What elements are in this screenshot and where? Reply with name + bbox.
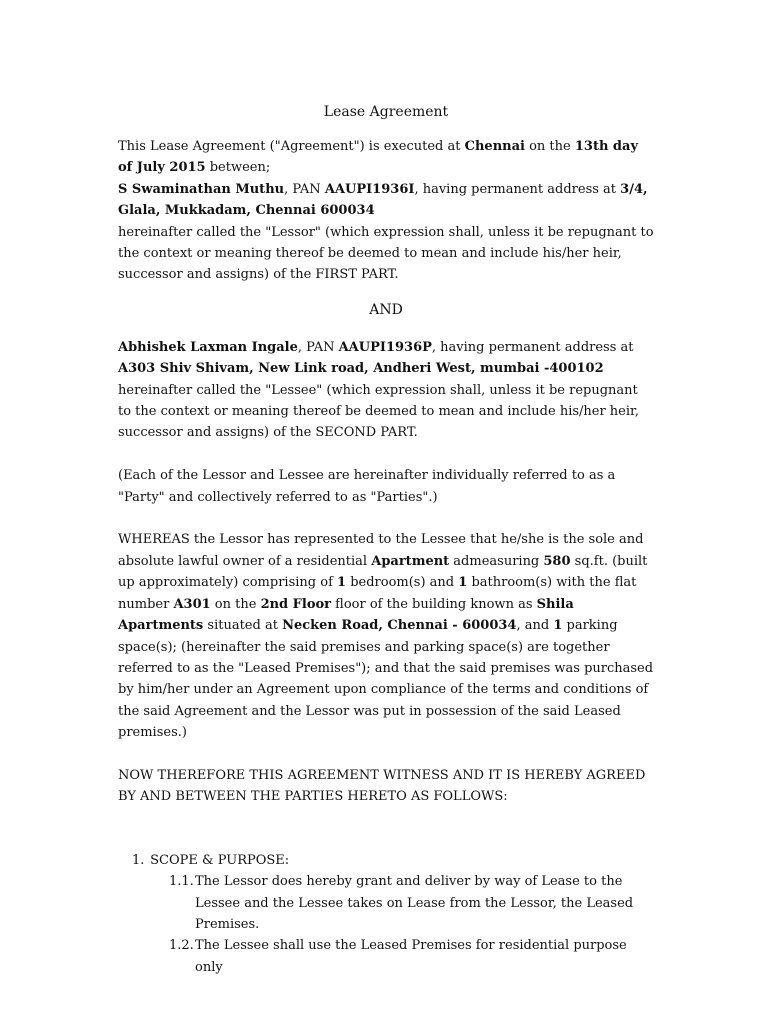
whereas-text: admeasuring	[449, 553, 544, 569]
whereas-paragraph	[118, 529, 654, 743]
whereas-text: situated at	[203, 618, 283, 634]
lessee-text: , PAN	[297, 339, 339, 355]
intro-text: This Lease Agreement ("Agreement") is executed at	[118, 139, 465, 154]
floor-number: 2nd Floor	[260, 596, 332, 612]
bedroom-count: 1	[337, 575, 347, 591]
item-number: 1.1.	[169, 874, 194, 890]
parking-count: 1	[553, 618, 563, 634]
whereas-text: , and	[516, 618, 554, 634]
lessor-name: S Swaminathan Muthu	[118, 181, 285, 197]
lessor-text: , having permanent address at	[414, 181, 621, 197]
property-type: Apartment	[371, 553, 450, 569]
whereas-text: sq.ft. (built up approximately) comprising of	[118, 553, 648, 591]
intro-text: on the	[524, 139, 575, 154]
property-area: 580	[543, 553, 571, 569]
intro-text: between;	[205, 160, 271, 176]
execution-date: 13th day of July 2015	[118, 139, 638, 176]
parties-note: (Each of the Lessor and Lessee are hereinafter individually referred to as a "Party" and collectively referred to as "Parties".)	[118, 468, 616, 505]
document-body	[118, 100, 654, 978]
item-text: The Lessee shall use the Leased Premises for residential purpose only	[195, 938, 627, 975]
whereas-text: bathroom(s) with the flat number	[118, 575, 637, 612]
lessee-name: Abhishek Laxman Ingale	[118, 339, 298, 355]
whereas-text: floor of the building known as	[331, 596, 537, 612]
whereas-text: WHEREAS the Lessor has represented to the Lessee that he/she is the sole and absolute lawful owner of a residential	[118, 532, 644, 569]
list-item	[118, 935, 654, 978]
section-title: SCOPE & PURPOSE:	[150, 852, 290, 868]
and-separator: AND	[369, 301, 403, 318]
section-heading	[118, 850, 654, 871]
list-item	[118, 871, 654, 935]
lessor-paragraph	[118, 179, 654, 222]
execution-city: Chennai	[464, 139, 525, 154]
whereas-text: on the	[210, 596, 261, 612]
lessor-address: 3/4, Glala, Mukkadam, Chennai 600034	[118, 181, 648, 219]
lessor-clause: hereinafter called the "Lessor" (which expression shall, unless it be repugnant to the context or meaning thereof be deemed to mean and include his/her heir, successor and assigns) of the FIRST PART.	[118, 224, 654, 283]
lessee-address: A303 Shiv Shivam, New Link road, Andheri West, mumbai -400102	[118, 361, 604, 377]
intro-paragraph	[118, 136, 654, 179]
property-location: Necken Road, Chennai - 600034	[282, 618, 517, 634]
lessee-clause: hereinafter called the "Lessee" (which expression shall, unless it be repugnant to the context or meaning thereof be deemed to mean and include his/her heir, successor and assigns) of the SECOND PART.	[118, 382, 639, 441]
lessor-text: , PAN	[284, 181, 325, 197]
bathroom-count: 1	[458, 575, 468, 591]
section-number: 1.	[132, 852, 145, 868]
whereas-text: parking space(s); (hereinafter the said premises and parking space(s) are together referred to as the "Leased Premises"); and that the said premises was purchased by him/her under an Agreement upon compliance of the terms and conditions of the said Agreement and the Lessor was put in possession of the said Leased premises.)	[118, 618, 654, 741]
section-list	[118, 850, 654, 978]
lessee-paragraph	[118, 337, 654, 380]
lessee-pan: AAUPI1936P	[338, 339, 432, 355]
item-number: 1.2.	[169, 938, 194, 954]
whereas-text: bedroom(s) and	[346, 575, 459, 591]
document-title: Lease Agreement	[323, 104, 449, 120]
item-text: The Lessor does hereby grant and deliver by way of Lease to the Lessee and the Lessee takes on Lease from the Lessor, the Leased Premises.	[195, 874, 634, 932]
lessor-pan: AAUPI1936I	[324, 181, 415, 197]
lessee-text: , having permanent address at	[431, 339, 634, 355]
now-therefore-paragraph: NOW THEREFORE THIS AGREEMENT WITNESS AND IT IS HEREBY AGREED BY AND BETWEEN THE PARTIES HERETO AS FOLLOWS:	[118, 767, 646, 805]
flat-number: A301	[173, 596, 211, 612]
building-name: Shila Apartments	[118, 596, 574, 634]
